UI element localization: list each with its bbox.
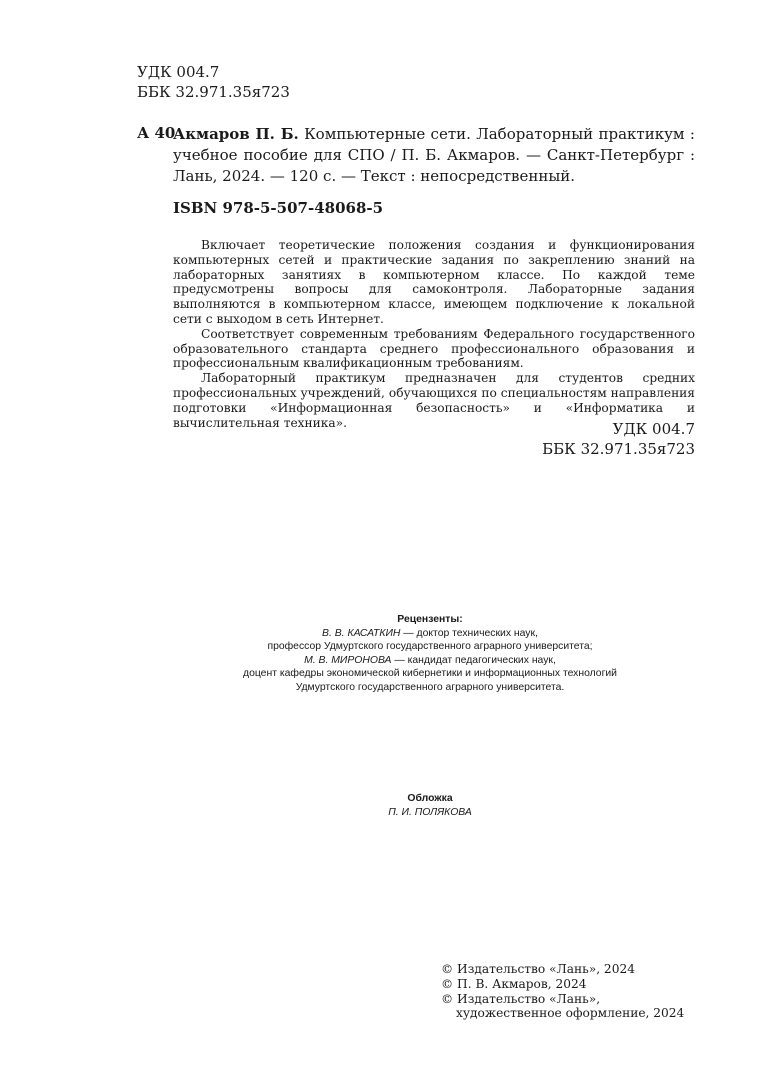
classification-codes-top <box>137 62 290 102</box>
reviewer-position: доцент кафедры экономической кибернетики и информационных технологий <box>243 668 617 680</box>
annotation-paragraph: Лабораторный практикум предназначен для студентов средних профессиональных учреждений, обучающихся по специальностям направления подготовки «Информационная безопасность» и «Информатика и вычислительная техника». <box>173 371 695 430</box>
cover-designer: П. И. ПОЛЯКОВА <box>388 806 472 818</box>
copyright-notice <box>441 962 684 1021</box>
author-name: Акмаров П. Б. <box>173 125 299 143</box>
reviewers-label: Рецензенты: <box>397 614 463 625</box>
reviewer-degree: — доктор технических наук, <box>400 627 538 639</box>
classification-codes-bottom <box>445 419 695 459</box>
cover-label: Обложка <box>407 793 453 804</box>
reviewer-1 <box>160 627 700 641</box>
udk-code: УДК 004.7 <box>137 63 220 81</box>
author-sign: А 40 <box>137 124 176 142</box>
copyright-line: © Издательство «Лань», 2024 <box>441 962 635 976</box>
bibliographic-record <box>173 124 695 187</box>
udk-code: УДК 004.7 <box>612 420 695 438</box>
reviewer-2 <box>160 654 700 668</box>
annotation-paragraph: Соответствует современным требованиям Федерального государственного образовательного стандарта среднего профессионального образования и профессиональным квалификационным требованиям. <box>173 326 695 371</box>
reviewer-name: В. В. КАСАТКИН <box>322 627 401 639</box>
reviewer-affiliation: Удмуртского государственного аграрного университета. <box>295 681 565 693</box>
copyright-line: художественное оформление, 2024 <box>456 1006 685 1021</box>
reviewer-degree: — кандидат педагогических наук, <box>391 654 556 666</box>
copyright-line: © П. В. Акмаров, 2024 <box>441 976 587 991</box>
record-text: Компьютерные сети. Лабораторный практикум : учебное пособие для СПО / П. Б. Акмаров. — Санкт-Петербург : Лань, 2024. — 120 с. — Текст : непосредственный. <box>173 125 695 185</box>
annotation <box>173 238 695 430</box>
reviewers-section <box>160 613 700 695</box>
reviewer-position: профессор Удмуртского государственного аграрного университета; <box>267 641 593 653</box>
bbk-code: ББК 32.971.35я723 <box>542 440 695 458</box>
bbk-code: ББК 32.971.35я723 <box>137 83 290 101</box>
annotation-paragraph: Включает теоретические положения создания и функционирования компьютерных сетей и практические задания по закреплению знаний на лабораторных занятиях в компьютерном классе. По каждой теме предусмотрены вопросы для самоконтроля. Лабораторные задания выполняются в компьютерном классе, имеющем подключение к локальной сети с выходом в сеть Интернет. <box>173 238 695 326</box>
copyright-line: © Издательство «Лань», <box>441 991 601 1006</box>
cover-credit <box>160 792 700 819</box>
reviewer-name: М. В. МИРОНОВА <box>304 654 392 666</box>
isbn: ISBN 978-5-507-48068-5 <box>173 199 384 217</box>
